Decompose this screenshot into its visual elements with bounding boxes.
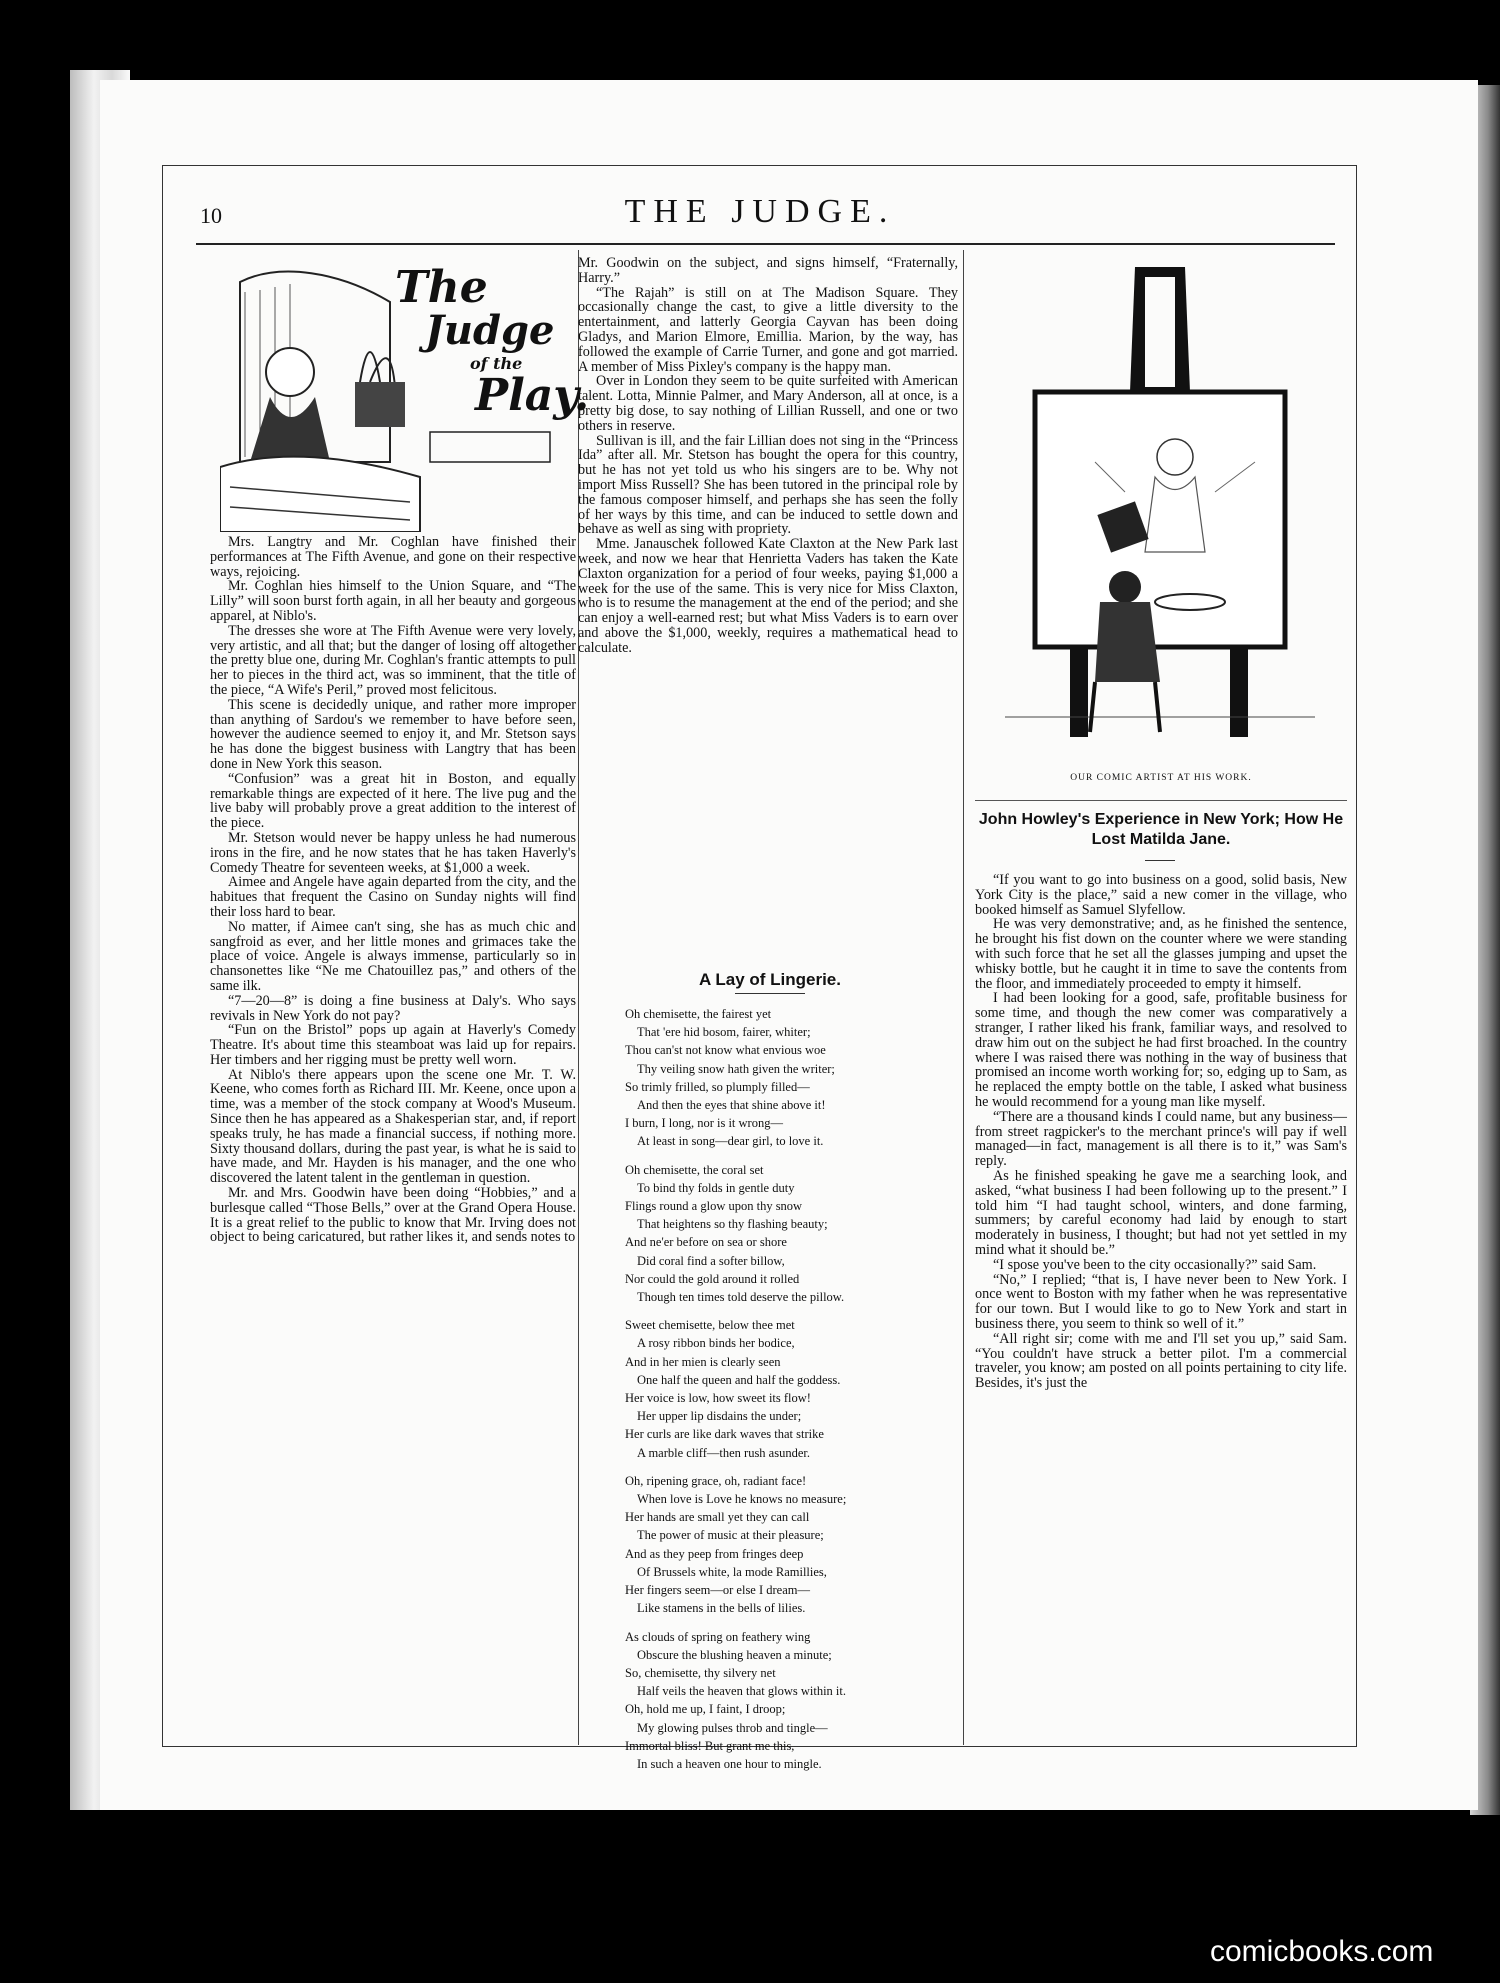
page-number: 10 [200,203,222,228]
poem-line: And as they peep from fringes deep [625,1546,804,1561]
poem-stanza [625,1472,955,1618]
poem-line: Though ten times told deserve the pillow. [637,1290,845,1305]
poem-line: Sweet chemisette, below thee met [625,1318,795,1333]
easel-artist-drawing [985,262,1335,762]
paragraph: “Confusion” was a great hit in Boston, and equally remarkable things are expected of it here. The live pug and the live baby will probably prove a great addition to the interest of the piece. [210,770,576,832]
masthead-title: THE JUDGE. [624,193,896,230]
story-title: John Howley's Experience in New York; How He Lost Matilda Jane. [978,811,1344,848]
poem-line: Of Brussels white, la mode Ramillies, [637,1564,827,1579]
poem-stanza [625,1161,955,1307]
poem-line: I burn, I long, nor is it wrong— [625,1116,783,1131]
paragraph: I had been looking for a good, safe, profitable business for some time, and though the new comer was comparatively a stranger, I rather liked his frank, familiar ways, and resolved to draw him out on the subject he had first broached. In the country where I was raised there was nothing in the way of business that promised an income worth working for; so, edging up to Sam, as he replaced the empty bottle on the table, I asked what business he would recommend for a young man like myself. [975,990,1347,1110]
paragraph: Over in London they seem to be quite surfeited with American talent. Lotta, Minnie Palmer, and Mary Anderson, all at once, is a pretty big dose, to say nothing of Lillian Russell, and one or two others in reserve. [578,373,958,434]
poem-line: That heightens so thy flashing beauty; [637,1217,828,1232]
logo-word-the: The [395,262,488,313]
paragraph: At Niblo's there appears upon the scene one Mr. T. W. Keene, who comes forth as Richard III. Mr. Keene, once upon a time, was a member of the stock company at Wood's Museum. Since then he has appeared as a Shakesperian star, and, if report speaks truly, he has made a financial success, if nothing more. Sixty thousand dollars, during the past year, is what he is said to have made, and Mr. Hayden is his manager, and the one who discovered the latent talent in the gentleman in question. [210,1066,576,1187]
poem-line: A marble cliff—then rush asunder. [637,1445,810,1460]
poem-line: As clouds of spring on feathery wing [625,1629,811,1644]
poem-title: A Lay of Lingerie. [698,970,841,989]
poem-line: Like stamens in the bells of lilies. [637,1601,806,1616]
poem-line: Thou can'st not know what envious woe [625,1043,826,1058]
paragraph: No matter, if Aimee can't sing, she has as much chic and sangfroid as ever, and her little mones and grimaces take the place of voice. Angele is always immense, particularly so in chansonettes like “Ne me Chatouillez pas,” and others of the same ilk. [210,918,576,994]
paragraph: Mrs. Langtry and Mr. Coghlan have finished their performances at The Fifth Avenue, and gone on their respective ways, rejoicing. [210,534,576,580]
comic-artist-illustration [985,262,1335,762]
illustration-caption: OUR COMIC ARTIST AT HIS WORK. [1070,773,1252,783]
paragraph: Mr. Stetson would never be happy unless he had numerous irons in the fire, and he now states that he has taken Haverly's Comedy Theatre for seventeen weeks, at $1,000 a week. [210,829,576,876]
paragraph: “There are a thousand kinds I could name, but any business—from street ragpicker's to the merchant prince's will pay if well managed—in fact, management is all there is to it,” was Sam's reply. [975,1108,1347,1170]
header-rule [196,243,1335,245]
poem-line: When love is Love he knows no measure; [637,1492,847,1507]
paragraph: “The Rajah” is still on at The Madison Square. They occasionally change the cast, to give a little diversity to the entertainment, and latterly Georgia Cayvan has been doing Gladys, and Marion Elmore, Emillia. Marion, by the way, has followed the example of Carrie Turner, and gone and got married. A member of Miss Pixley's company is the happy man. [578,284,958,375]
column-3-text [975,873,1347,1391]
paragraph: The dresses she wore at The Fifth Avenue were very lovely, very artistic, and all that; but the danger of losing off altogether the pretty blue one, during Mr. Coghlan's frantic attempts to pull her to pieces in the third act, was so imminent, that the title of the piece, “A Wife's Peril,” proved most felicitous. [210,622,576,698]
poem-stanza [625,1316,955,1462]
paragraph: This scene is decidedly unique, and rather more improper than anything of Sardou's we remember to have before seen, however the audience seemed to enjoy it, and Mr. Stetson says he has done the biggest business with Langtry that has been done in New York this season. [210,696,576,772]
judge-of-play-logo [220,262,590,532]
poem-line: Oh chemisette, the fairest yet [625,1007,772,1021]
poem-line: Obscure the blushing heaven a minute; [637,1647,832,1662]
poem-line: Half veils the heaven that glows within it. [637,1684,846,1699]
poem-line: In such a heaven one hour to mingle. [637,1756,822,1771]
paragraph: Mr. Goodwin on the subject, and signs himself, “Fraternally, Harry.” [578,255,958,286]
paragraph: “Fun on the Bristol” pops up again at Haverly's Comedy Theatre. It's about time this steamboat was laid up for repairs. Her timbers and her rigging must be pretty well worn. [210,1022,576,1068]
story-title-rule [1145,860,1175,861]
poem-line: At least in song—dear girl, to love it. [637,1134,824,1149]
poem-line: Oh, hold me up, I faint, I droop; [625,1702,786,1717]
poem-line: Her voice is low, how sweet its flow! [625,1391,811,1406]
paragraph: “If you want to go into business on a good, solid basis, New York City is the place,” said a new comer in the village, who booked himself as Samuel Slyfellow. [975,872,1347,918]
paragraph: He was very demonstrative; and, as he finished the sentence, he brought his fist down on the counter where we were standing with such force that he set all the glasses jumping and upset the whisky bottle, but he caught it in time to save the contents from the floor, and immediately proceeded to empty it himself. [975,916,1347,992]
paragraph: “All right sir; come with me and I'll set you up,” said Sam. “You couldn't have struck a better pilot. I'm a commercial traveler, you know; am posted on all points pertaining to city life. Besides, it's just the [975,1330,1347,1392]
watermark: comicbooks.com [1210,1935,1434,1968]
paragraph: Sullivan is ill, and the fair Lillian does not sing in the “Princess Ida” after all. Mr. Stetson has bought the opera for this country, but he has not yet told us who his singers are to be. Why not import Miss Russell? She has been tutored in the principal role by the famous composer himself, and perhaps she has seen the folly of her ways by this time, and can be induced to settle down and behave as well as sing with propriety. [578,432,958,538]
poem-line: Her fingers seem—or else I dream— [625,1583,810,1598]
poem-line: Her upper lip disdains the under; [637,1409,802,1424]
poem-line: So, chemisette, thy silvery net [625,1665,776,1680]
logo-word-of-the: of the [470,354,523,373]
paragraph: Mme. Janauschek followed Kate Claxton at the New Park last week, and now we hear that Henrietta Vaders has taken the Kate Claxton organization for a period of four weeks, paying $1,000 a week for the use of the same. This is very nice for Miss Claxton, who is to resume the management at the end of the period; and she can enjoy a well-earned rest; but what Miss Vaders is to earn over and above the $1,000, weekly, requires a mathematical head to calculate. [578,536,958,656]
poem-line: Oh chemisette, the coral set [625,1162,764,1177]
paragraph: “I spose you've been to the city occasionally?” said Sam. [993,1256,1317,1273]
poem-line: So trimly frilled, so plumply filled— [625,1079,810,1094]
poem-line: Immortal bliss! But grant me this, [625,1738,795,1753]
poem-stanza [625,1628,955,1774]
poem-line: Did coral find a softer billow, [637,1253,785,1268]
poem-line: Flings round a glow upon thy snow [625,1199,803,1214]
poem-line: That 'ere hid bosom, fairer, whiter; [637,1025,811,1040]
poem-line: Oh, ripening grace, oh, radiant face! [625,1473,807,1488]
poem-line: Nor could the gold around it rolled [625,1271,800,1286]
poem-line: And in her mien is clearly seen [625,1354,781,1369]
logo-word-play: Play. [475,370,590,421]
poem-line: My glowing pulses throb and tingle— [637,1720,828,1735]
paragraph: Mr. and Mrs. Goodwin have been doing “Hobbies,” and a burlesque called “Those Bells,” over at the Grand Opera House. It is a great relief to the public to know that Mr. Irving does not object to being caricatured, but rather likes it, and sends notes to [210,1185,576,1246]
poem-line: Her curls are like dark waves that strike [625,1427,824,1442]
poem-line: To bind thy folds in gentle duty [637,1180,795,1195]
poem-body [625,1005,955,1783]
poem-line: Thy veiling snow hath given the writer; [637,1061,835,1076]
poem-line: A rosy ribbon binds her bodice, [637,1336,795,1351]
poem-line: The power of music at their pleasure; [637,1528,824,1543]
paragraph: Aimee and Angele have again departed from the city, and the habitues that frequent the Casino on Sunday nights will find their loss hard to bear. [210,874,576,920]
logo-word-judge: Judge [425,307,555,354]
paragraph: “7—20—8” is doing a fine business at Daly's. Who says revivals in New York do not pay? [210,992,576,1024]
poem-line: And ne'er before on sea or shore [625,1235,787,1250]
caption-rule [975,800,1347,801]
column-divider-2 [963,250,964,1745]
paragraph: Mr. Coghlan hies himself to the Union Square, and “The Lilly” will soon burst forth again, in all her beauty and gorgeous apparel, at Niblo's. [210,578,576,624]
poem-line: And then the eyes that shine above it! [637,1098,826,1113]
paragraph: As he finished speaking he gave me a searching look, and asked, “what business I had been following up to the present.” I told him “I had taught school, winters, and done farming, summers; by careful economy had laid by enough to start moderately in business, I thought; but had not yet settled in my mind what it should be.” [975,1167,1347,1258]
poem-stanza [625,1005,955,1151]
column-1-text [210,535,576,1245]
poem-line: Her hands are small yet they can call [625,1510,810,1525]
poem-line: One half the queen and half the goddess. [637,1372,841,1387]
paragraph: “No,” I replied; “that is, I have never been to New York. I once went to Boston with my father when he was representative for our town. But I would like to go to New York and start in business there, you seem to think so well of it.” [975,1271,1347,1332]
column-2-text [578,256,958,656]
poem-title-rule [735,993,805,994]
